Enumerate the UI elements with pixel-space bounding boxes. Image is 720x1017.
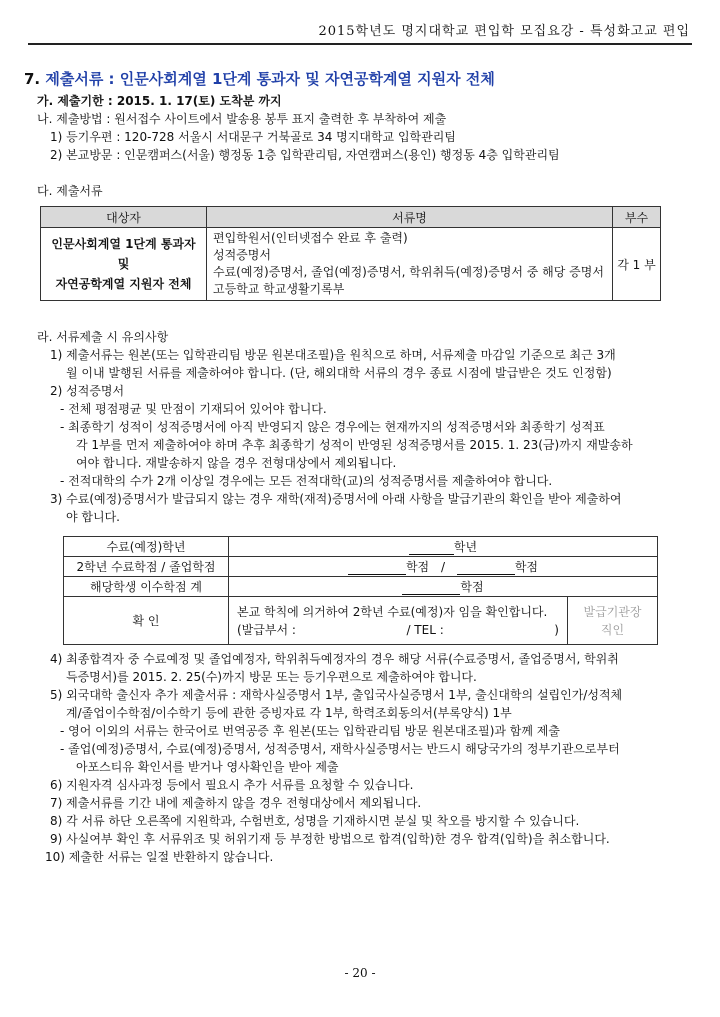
table-row — [41, 228, 661, 301]
form-label: 수료(예정)학년 — [64, 537, 229, 557]
header-title: 2015학년도 명지대학교 편입학 모집요강 - 특성화고교 편입 — [318, 24, 690, 39]
note-5a: 5) 외국대학 출신자 추가 제출서류 : 재학사실증명서 1부, 출입국사실증명서 1부, 출신대학의 설립인가/성적체 — [50, 688, 623, 702]
target-line: 인문사회계열 1단계 통과자 — [51, 237, 196, 251]
notes-heading: 라. 서류제출 시 유의사항 — [37, 330, 169, 344]
confirm-label: 확 인 — [64, 597, 229, 645]
confirm-text — [229, 597, 568, 645]
doc-item: 편입학원서(인터넷접수 완료 후 출력) — [213, 231, 408, 245]
section-number: 7. — [24, 70, 41, 88]
page-number: - 20 - — [344, 966, 376, 980]
note-10: 10) 제출한 서류는 일절 반환하지 않습니다. — [45, 850, 274, 864]
form-blank — [409, 543, 454, 555]
target-cell — [41, 228, 207, 301]
note-4b: 득증명서)를 2015. 2. 25(수)까지 방문 또는 등기우편으로 제출하여야 합니다. — [66, 670, 477, 684]
table-row — [64, 557, 658, 577]
form-value — [229, 537, 658, 557]
form-value — [229, 557, 658, 577]
section-title — [24, 68, 495, 89]
target-line: 및 — [117, 257, 130, 271]
confirmation-form-table — [63, 536, 658, 645]
table-row — [64, 597, 658, 645]
note-2b1: - 최종학기 성적이 성적증명서에 아직 반영되지 않은 경우에는 현재까지의 성적증명서와 최종학기 성적표 — [60, 420, 605, 434]
form-blank — [402, 583, 460, 595]
deadline-line: 가. 제출기한 : 2015. 1. 17(토) 도착분 까지 — [37, 94, 282, 108]
section-heading: 제출서류 : 인문사회계열 1단계 통과자 및 자연공학계열 지원자 전체 — [45, 70, 495, 88]
note-1b: 월 이내 발행된 서류를 제출하여야 합니다. (단, 해외대학 서류의 경우 종료 시점에 발급받은 것도 인정함) — [66, 366, 612, 380]
note-6: 6) 지원자격 심사과정 등에서 필요시 추가 서류를 요청할 수 있습니다. — [50, 778, 414, 792]
note-3a: 3) 수료(예정)증명서가 발급되지 않는 경우 재학(재적)증명서에 아래 사항을 발급기관의 확인을 받아 제출하여 — [50, 492, 622, 506]
form-value — [229, 577, 658, 597]
target-line: 자연공학계열 지원자 전체 — [55, 277, 192, 291]
form-unit: 학점 — [405, 560, 430, 574]
note-1a: 1) 제출서류는 원본(또는 입학관리팀 방문 원본대조필)을 원칙으로 하며, 서류제출 마감일 기준으로 최근 3개 — [50, 348, 616, 362]
note-5d1: - 졸업(예정)증명서, 수료(예정)증명서, 성적증명서, 재학사실증명서는 반드시 해당국가의 정부기관으로부터 — [60, 742, 620, 756]
method-visit-line: 2) 본교방문 : 인문캠퍼스(서울) 행정동 1층 입학관리팀, 자연캠퍼스(용인) 행정동 4층 입학관리팀 — [50, 148, 560, 162]
doc-item: 성적증명서 — [213, 248, 271, 262]
note-2c: - 전적대학의 수가 2개 이상일 경우에는 모든 전적대학(교)의 성적증명서를 제출하여야 합니다. — [60, 474, 553, 488]
table-row — [64, 577, 658, 597]
note-2b2: 각 1부를 먼저 제출하여야 하며 추후 최종학기 성적이 반영된 성적증명서를 2015. 1. 23(금)까지 재발송하 — [76, 438, 633, 452]
note-4a: 4) 최종합격자 중 수료예정 및 졸업예정자, 학위취득예정자의 경우 해당 서류(수료증명서, 졸업증명서, 학위취 — [50, 652, 619, 666]
table-row — [64, 537, 658, 557]
header-qty: 부수 — [613, 207, 661, 228]
form-unit: 학년 — [453, 540, 478, 554]
note-5b: 계/졸업이수학점/이수학기 등에 관한 증빙자료 각 1부, 학력조회동의서(부록양식) 1부 — [66, 706, 512, 720]
docs-table-header — [41, 207, 661, 228]
qty-cell: 각 1 부 — [613, 228, 661, 301]
note-5c: - 영어 이외의 서류는 한국어로 번역공증 후 원본(또는 입학관리팀 방문 원본대조필)과 함께 제출 — [60, 724, 560, 738]
method-line: 나. 제출방법 : 원서접수 사이트에서 발송용 봉투 표지 출력한 후 부착하여 제출 — [37, 112, 447, 126]
form-blank — [457, 563, 515, 575]
note-8: 8) 각 서류 하단 오른쪽에 지원학과, 수험번호, 성명을 기재하시면 분실 및 착오를 방지할 수 있습니다. — [50, 814, 580, 828]
form-label: 해당학생 이수학점 계 — [64, 577, 229, 597]
header-rule — [28, 43, 692, 45]
note-2b3: 여야 합니다. 재발송하지 않을 경우 전형대상에서 제외됩니다. — [76, 456, 397, 470]
seal-line: 발급기관장 — [583, 604, 642, 619]
form-separator: / — [440, 560, 446, 574]
note-2a: - 전체 평점평균 및 만점이 기재되어 있어야 합니다. — [60, 402, 327, 416]
confirm-line: 본교 학칙에 의거하여 2학년 수료(예정)자 임을 확인합니다. — [237, 604, 548, 619]
note-2: 2) 성적증명서 — [50, 384, 125, 398]
docs-cell — [207, 228, 613, 301]
doc-item: 고등학교 학교생활기록부 — [213, 282, 345, 296]
close-paren: ) — [554, 622, 559, 637]
form-unit: 학점 — [460, 580, 484, 594]
docs-heading: 다. 제출서류 — [37, 184, 103, 198]
note-9: 9) 사실여부 확인 후 서류위조 및 허위기재 등 부정한 방법으로 합격(입학)한 경우 합격(입학)을 취소합니다. — [50, 832, 610, 846]
seal-line: 직인 — [600, 622, 625, 637]
note-7: 7) 제출서류를 기간 내에 제출하지 않을 경우 전형대상에서 제외됩니다. — [50, 796, 422, 810]
note-5d2: 아포스티유 확인서를 받거나 영사확인을 받아 제출 — [76, 760, 339, 774]
form-blank — [348, 563, 406, 575]
note-3b: 야 합니다. — [66, 510, 120, 524]
docs-table — [40, 206, 661, 301]
tel-label: / TEL : — [406, 622, 444, 637]
form-unit: 학점 — [514, 560, 539, 574]
form-label: 2학년 수료학점 / 졸업학점 — [64, 557, 229, 577]
doc-item: 수료(예정)증명서, 졸업(예정)증명서, 학위취득(예정)증명서 중 해당 증명서 — [213, 265, 604, 279]
header-target: 대상자 — [41, 207, 207, 228]
method-mail-line: 1) 등기우편 : 120-728 서울시 서대문구 거북골로 34 명지대학교 입학관리팀 — [50, 130, 456, 144]
issuing-dept-label: (발급부서 : — [237, 622, 296, 637]
header-docs: 서류명 — [207, 207, 613, 228]
confirm-line — [237, 621, 559, 639]
official-seal-cell — [568, 597, 658, 645]
